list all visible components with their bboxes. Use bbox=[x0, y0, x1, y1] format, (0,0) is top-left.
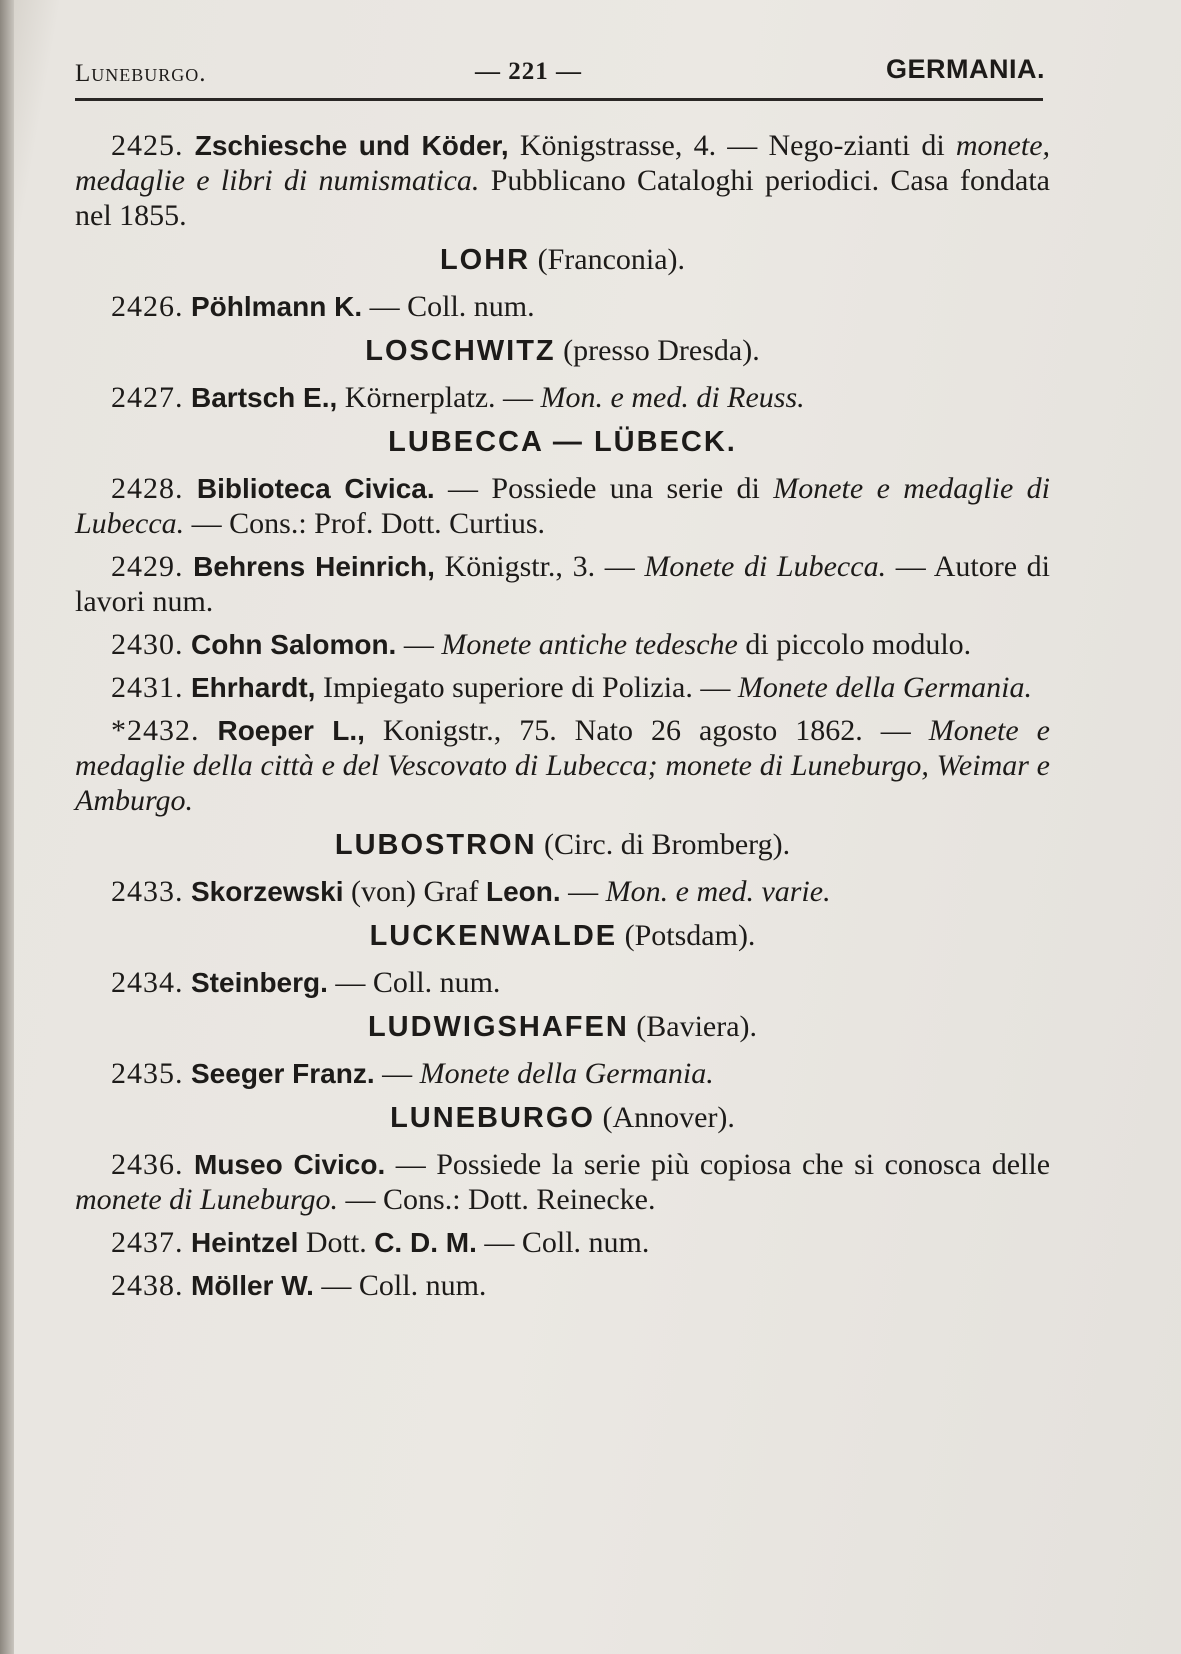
place-heading-lubostron bbox=[75, 826, 1050, 864]
entry-italic: Monete della Germania. bbox=[419, 1057, 714, 1090]
entry-text: Dott. bbox=[298, 1226, 375, 1259]
entry-2429 bbox=[75, 549, 1050, 619]
entry-text: — Possiede la serie più copiosa che si conosca delle bbox=[385, 1148, 1051, 1181]
entry-italic: Monete antiche tedesche bbox=[441, 628, 738, 661]
entry-name: Biblioteca Civica. bbox=[196, 473, 435, 504]
entry-text: — bbox=[374, 1057, 420, 1090]
entry-number: 2426. bbox=[111, 290, 184, 323]
entry-after: — Cons.: Prof. Dott. Curtius. bbox=[184, 507, 546, 540]
entry-name: Behrens Heinrich, bbox=[193, 551, 435, 582]
entry-text: Königstrasse, 4. — Nego-zianti di bbox=[508, 129, 956, 162]
entry-italic: monete di Luneburgo. bbox=[75, 1183, 339, 1216]
place-region: (Franconia). bbox=[537, 243, 686, 276]
entry-number: 2437. bbox=[111, 1226, 184, 1259]
entry-after: — Cons.: Dott. Reinecke. bbox=[338, 1183, 656, 1216]
entry-2426 bbox=[75, 289, 1050, 324]
place-heading-ludwigshafen bbox=[75, 1008, 1050, 1046]
entry-name: Roeper L., bbox=[217, 715, 365, 746]
entry-2436 bbox=[75, 1147, 1050, 1217]
entry-text: Königstr., 3. — bbox=[434, 550, 645, 583]
place-city: LUBECCA — LÜBECK. bbox=[388, 426, 737, 458]
entry-2437 bbox=[75, 1225, 1050, 1260]
entry-text: Körnerplatz. — bbox=[337, 381, 541, 414]
place-city: LUBOSTRON bbox=[334, 829, 537, 861]
entry-name: Zschiesche und Köder, bbox=[194, 130, 509, 161]
entry-name: Bartsch E., bbox=[191, 382, 338, 413]
entry-text: — Coll. num. bbox=[327, 966, 501, 999]
entry-italic: Mon. e med. di Reuss. bbox=[540, 381, 805, 414]
place-region: (Circ. di Bromberg). bbox=[544, 828, 791, 861]
entry-number: 2438. bbox=[111, 1269, 184, 1302]
page-body bbox=[75, 128, 1050, 1311]
place-heading-lubecca bbox=[75, 423, 1050, 461]
entry-name: Ehrhardt, bbox=[191, 672, 316, 703]
running-head-right: GERMANIA. bbox=[886, 54, 1045, 84]
entry-text: (von) Graf bbox=[343, 875, 486, 908]
entry-italic: Monete e medaglie della città e del Vescovato di Lubecca; monete di Luneburgo, Weimar e Amburgo. bbox=[75, 714, 1050, 817]
entry-number: 2425. bbox=[111, 129, 184, 162]
entry-name: Cohn Salomon. bbox=[191, 629, 397, 660]
entry-name: Seeger Franz. bbox=[191, 1058, 375, 1089]
place-city: LUDWIGSHAFEN bbox=[367, 1011, 629, 1043]
entry-name: Steinberg. bbox=[191, 967, 328, 998]
entry-text: Konigstr., 75. Nato 26 agosto 1862. — bbox=[364, 714, 929, 747]
entry-2425 bbox=[75, 128, 1050, 233]
entry-2433: 2433. Skorzewski (von) Graf Leon. — Mon. e med. varie. bbox=[111, 875, 831, 908]
entry-2432 bbox=[75, 713, 1050, 818]
entry-name-2: C. D. M. bbox=[374, 1227, 477, 1258]
place-city: LOSCHWITZ bbox=[365, 335, 556, 367]
entry-text: — Coll. num. bbox=[313, 1269, 487, 1302]
entry-italic: Mon. e med. varie. bbox=[605, 875, 831, 908]
entry-text: — Possiede una serie di bbox=[434, 472, 774, 505]
entry-name-2: Leon. bbox=[485, 876, 561, 907]
entry-number: 2431. bbox=[111, 671, 184, 704]
header-rule bbox=[75, 98, 1043, 101]
running-head-left: Luneburgo. bbox=[75, 60, 207, 87]
entry-italic: Monete della Germania. bbox=[737, 671, 1032, 704]
entry-name: Möller W. bbox=[191, 1270, 314, 1301]
entry-2430 bbox=[75, 627, 1050, 662]
entry-2427 bbox=[75, 380, 1050, 415]
place-city: LUCKENWALDE bbox=[369, 920, 618, 952]
entry-text: Impiegato superiore di Polizia. — bbox=[315, 671, 738, 704]
entry-italic: Monete e medaglie di Lubecca. bbox=[75, 472, 1050, 540]
entry-number: 2427. bbox=[111, 381, 184, 414]
entry-2435 bbox=[75, 1056, 1050, 1091]
running-head bbox=[75, 54, 1045, 94]
entry-number: 2434. bbox=[111, 966, 184, 999]
entry-name: Pöhlmann K. bbox=[191, 291, 363, 322]
entry-after: Pubblicano Cataloghi periodici. Casa fondata nel 1855. bbox=[75, 164, 1050, 232]
entry-2428 bbox=[75, 471, 1050, 541]
entry-number: 2428. bbox=[111, 472, 184, 505]
entry-number: 2433. bbox=[111, 875, 184, 908]
page-number: — 221 — bbox=[475, 58, 582, 85]
place-heading-loschwitz bbox=[75, 332, 1050, 370]
place-region: (presso Dresda). bbox=[563, 334, 760, 367]
entry-number: 2429. bbox=[111, 550, 184, 583]
entry-2431 bbox=[75, 670, 1050, 705]
entry-name: Skorzewski bbox=[191, 876, 344, 907]
place-heading-lohr bbox=[75, 241, 1050, 279]
entry-number: 2436. bbox=[111, 1148, 184, 1181]
entry-number: 2430. bbox=[111, 628, 184, 661]
entry-2434 bbox=[75, 965, 1050, 1000]
entry-name: Museo Civico. bbox=[194, 1149, 386, 1180]
place-region: (Annover). bbox=[602, 1101, 735, 1134]
entry-name: Heintzel bbox=[191, 1227, 299, 1258]
place-city: LUNEBURGO bbox=[390, 1102, 595, 1134]
entry-text: — bbox=[396, 628, 442, 661]
place-region: (Baviera). bbox=[636, 1010, 758, 1043]
entry-after: — Autore di lavori num. bbox=[75, 550, 1050, 618]
place-region: (Potsdam). bbox=[624, 919, 756, 952]
entry-italic: Monete di Lubecca. bbox=[644, 550, 887, 583]
place-heading-luneburgo bbox=[75, 1099, 1050, 1137]
entry-italic: monete, medaglie e libri di numismatica. bbox=[75, 129, 1051, 197]
entry-after: di piccolo modulo. bbox=[737, 628, 972, 661]
place-city: LOHR bbox=[439, 244, 531, 276]
entry-number: 2435. bbox=[111, 1057, 184, 1090]
entry-text: — Coll. num. bbox=[362, 290, 535, 323]
entry-after: — Coll. num. bbox=[476, 1226, 650, 1259]
entry-2438 bbox=[75, 1268, 1050, 1303]
place-heading-luckenwalde bbox=[75, 917, 1050, 955]
entry-number: *2432. bbox=[111, 714, 200, 747]
